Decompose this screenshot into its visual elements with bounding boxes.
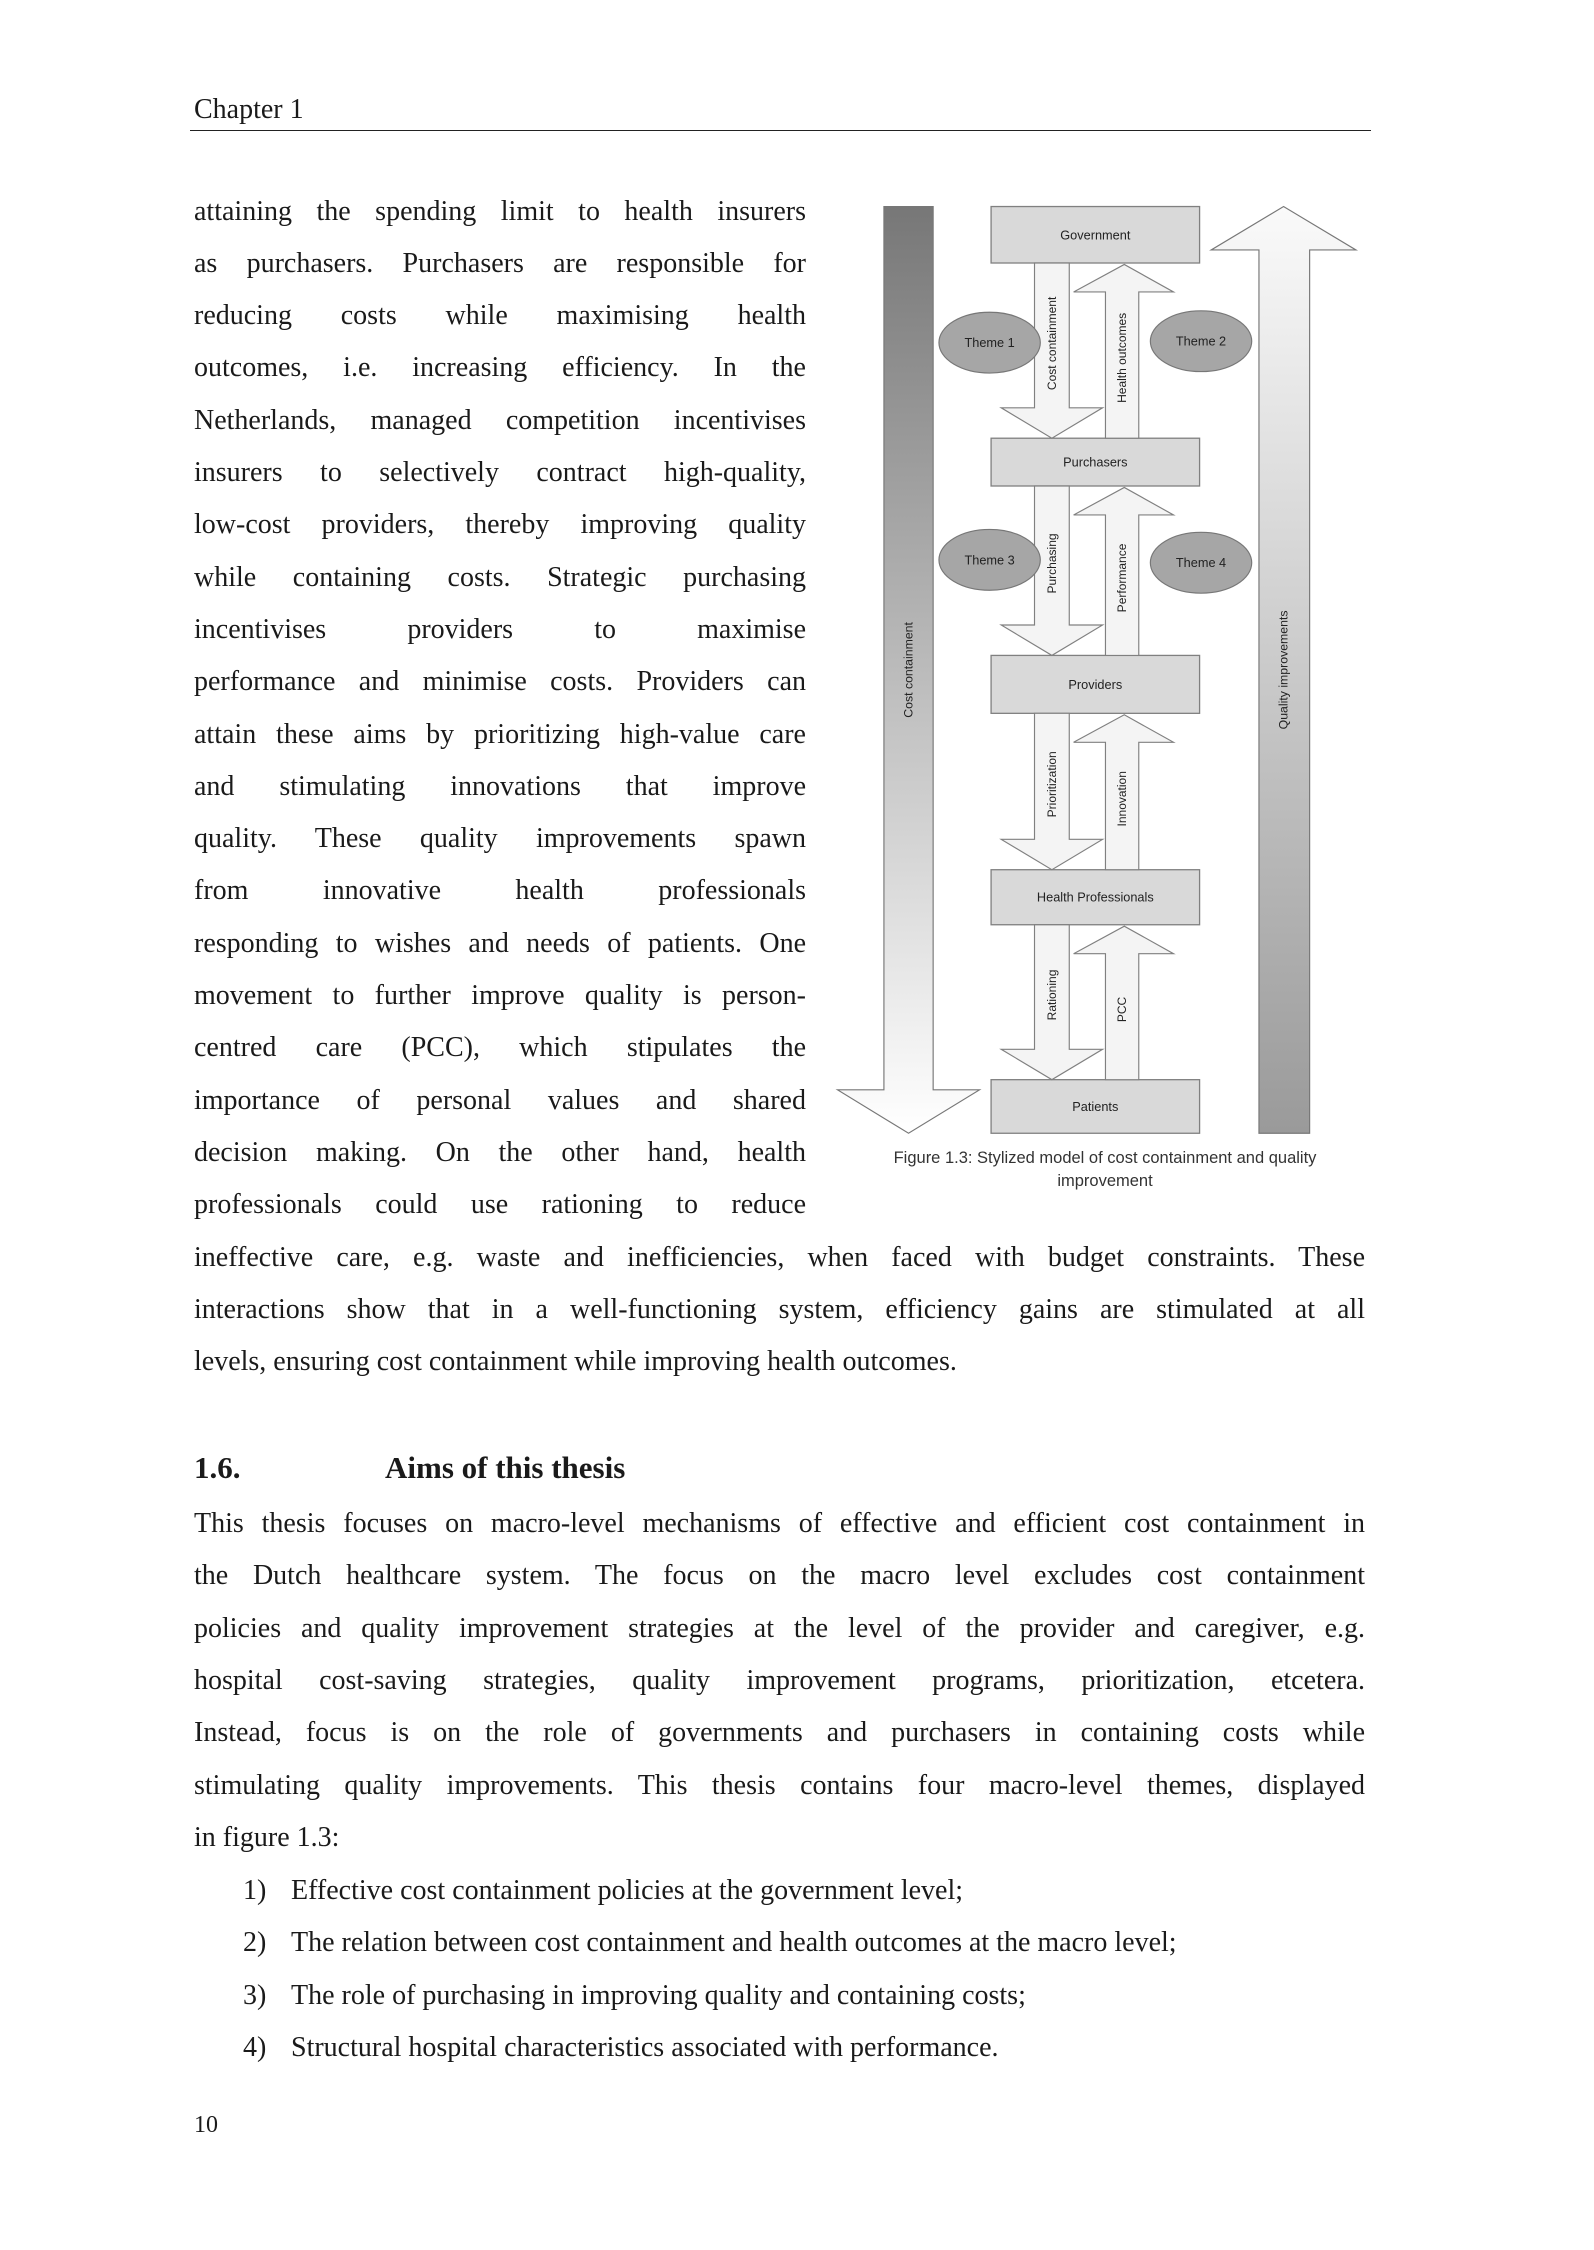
text-line: responding to wishes and needs of patients. One bbox=[194, 927, 806, 959]
text-line: attaining the spending limit to health insurers bbox=[194, 195, 806, 227]
text-line: ineffective care, e.g. waste and inefficiencies, when faced with budget constraints. These bbox=[194, 1241, 1365, 1273]
text-line: incentivises providers to maximise bbox=[194, 613, 806, 645]
text-line: reducing costs while maximising health bbox=[194, 300, 806, 332]
text-line: hospital cost-saving strategies, quality improvement programs, prioritization, etcetera. bbox=[194, 1664, 1365, 1696]
list-number: 2) bbox=[243, 1927, 267, 1959]
up-arrow-label: Health outcomes bbox=[1115, 312, 1130, 403]
theme-label: Theme 3 bbox=[964, 552, 1015, 568]
text-line: and stimulating innovations that improve bbox=[194, 770, 806, 802]
header-rule bbox=[190, 130, 1371, 131]
figure-diagram bbox=[826, 196, 1369, 1138]
text-line: quality. These quality improvements spawn bbox=[194, 823, 806, 855]
down-arrow-label: Rationing bbox=[1044, 969, 1059, 1021]
section-title: Aims of this thesis bbox=[385, 1450, 626, 1485]
text-line: as purchasers. Purchasers are responsible for bbox=[194, 247, 806, 279]
text-line: attain these aims by prioritizing high-value care bbox=[194, 718, 806, 750]
theme-label: Theme 1 bbox=[964, 335, 1015, 351]
text-line: while containing costs. Strategic purchasing bbox=[194, 561, 806, 593]
text-line: movement to further improve quality is person- bbox=[194, 980, 806, 1011]
level-label: Health Professionals bbox=[1036, 889, 1154, 905]
list-number: 1) bbox=[243, 1875, 267, 1906]
caption-line-2: improvement bbox=[1057, 1172, 1153, 1190]
down-arrow-label: Purchasing bbox=[1044, 533, 1059, 594]
level-label: Patients bbox=[1072, 1098, 1119, 1114]
list-item-text: Effective cost containment policies at the government level; bbox=[291, 1875, 964, 1906]
caption-line-1: Figure 1.3: Stylized model of cost containment and quality bbox=[893, 1149, 1317, 1167]
running-header: Chapter 1 bbox=[194, 94, 304, 125]
level-label: Government bbox=[1060, 227, 1131, 243]
up-arrow-label: Performance bbox=[1115, 543, 1130, 613]
text-line: importance of personal values and shared bbox=[194, 1084, 806, 1116]
list-number: 3) bbox=[243, 1979, 267, 2011]
text-line: professionals could use rationing to reduce bbox=[194, 1189, 806, 1221]
theme-label: Theme 4 bbox=[1175, 555, 1227, 571]
text-line: low-cost providers, thereby improving quality bbox=[194, 509, 806, 541]
text-line: Netherlands, managed competition incentivises bbox=[194, 404, 806, 436]
list-item-text: The relation between cost containment and health outcomes at the macro level; bbox=[291, 1927, 1177, 1959]
level-label: Providers bbox=[1068, 676, 1123, 692]
section-number: 1.6. bbox=[194, 1450, 241, 1485]
text-line: levels, ensuring cost containment while improving health outcomes. bbox=[194, 1346, 957, 1378]
text-line: centred care (PCC), which stipulates the bbox=[194, 1032, 806, 1064]
page-number: 10 bbox=[194, 2112, 218, 2138]
cost-containment-arrow-label: Cost containment bbox=[901, 622, 916, 718]
down-arrow-label: Prioritization bbox=[1044, 751, 1059, 818]
list-item-text: The role of purchasing in improving quality and containing costs; bbox=[291, 1979, 1026, 2011]
text-line: interactions show that in a well-functioning system, efficiency gains are stimulated at all bbox=[194, 1293, 1365, 1325]
text-line: performance and minimise costs. Providers can bbox=[194, 666, 806, 698]
quality-improvements-arrow-label: Quality improvements bbox=[1276, 610, 1291, 730]
text-line: policies and quality improvement strategies at the level of the provider and caregiver, e.g. bbox=[194, 1612, 1365, 1644]
down-arrow-label: Cost containment bbox=[1044, 296, 1059, 391]
text-line: the Dutch healthcare system. The focus on the macro level excludes cost containment bbox=[194, 1560, 1365, 1592]
list-item-text: Structural hospital characteristics associated with performance. bbox=[291, 2031, 999, 2063]
text-line: insurers to selectively contract high-quality, bbox=[194, 457, 806, 488]
level-label: Purchasers bbox=[1063, 454, 1128, 470]
theme-label: Theme 2 bbox=[1175, 333, 1227, 349]
text-line: in figure 1.3: bbox=[194, 1821, 340, 1853]
text-line: Instead, focus is on the role of governments and purchasers in containing costs while bbox=[194, 1717, 1365, 1749]
up-arrow-label: Innovation bbox=[1115, 771, 1130, 827]
up-arrow-label: PCC bbox=[1115, 996, 1130, 1023]
text-line: from innovative health professionals bbox=[194, 875, 806, 907]
text-line: This thesis focuses on macro-level mechanisms of effective and efficient cost containment in bbox=[194, 1508, 1365, 1539]
figure-caption bbox=[850, 1147, 1360, 1193]
text-line: stimulating quality improvements. This thesis contains four macro-level themes, displayed bbox=[194, 1769, 1365, 1801]
text-line: decision making. On the other hand, health bbox=[194, 1136, 806, 1168]
list-number: 4) bbox=[243, 2031, 267, 2063]
text-line: outcomes, i.e. increasing efficiency. In the bbox=[194, 352, 806, 384]
